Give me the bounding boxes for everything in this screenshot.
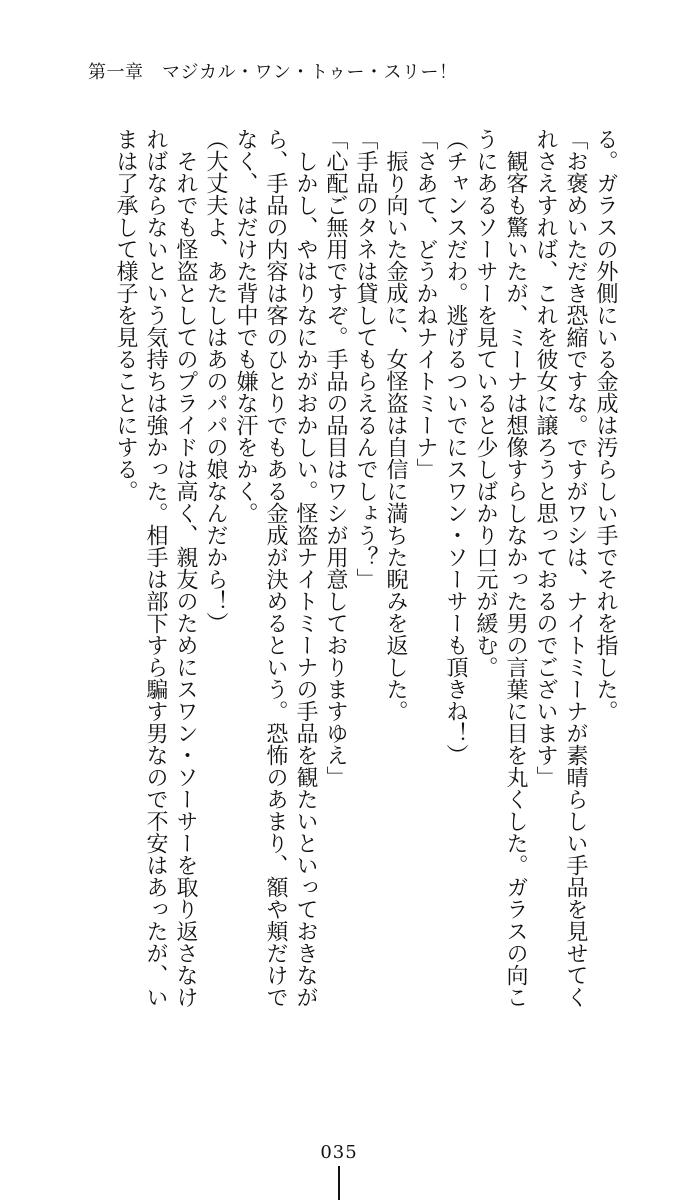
chapter-title: 第一章 マジカル・ワン・トゥー・スリー！ xyxy=(88,62,458,83)
text-line: ら、手品の内容は客のひとりでもある金成が決めるという。恐怖のあまり、額や頬だけで xyxy=(263,128,288,1008)
body-text xyxy=(40,128,620,1078)
text-line: 振り向いた金成に、女怪盗は自信に満ちた睨みを返した。 xyxy=(383,128,408,722)
page-number-rule xyxy=(338,1166,340,1200)
text-line: うにあるソーサーを見ていると少しばかり口元が緩む。 xyxy=(473,128,498,678)
text-line: 「お褒めいただき恐縮ですな。ですがワシは、ナイトミーナが素晴らしい手品を見せてく xyxy=(563,128,588,1008)
page-number: 035 xyxy=(320,1142,358,1163)
text-line: る。ガラスの外側にいる金成は汚らしい手でそれを指した。 xyxy=(593,128,618,722)
text-line: それでも怪盗としてのプライドは高く、親友のためにスワン・ソーサーを取り返さなけ xyxy=(173,128,198,1008)
text-line: れさえすれば、これを彼女に譲ろうと思っておるのでございます」 xyxy=(533,128,558,788)
text-line: 「さあて、どうかねナイトミーナ」 xyxy=(413,128,438,480)
text-line: 「手品のタネは貸してもらえるんでしょう？」 xyxy=(353,128,378,590)
text-line: 観客も驚いたが、ミーナは想像すらしなかった男の言葉に目を丸くした。ガラスの向こ xyxy=(503,128,528,1008)
text-line: （大丈夫よ、あたしはあのパパの娘なんだから！） xyxy=(203,128,228,634)
text-line: 「心配ご無用ですぞ。手品の品目はワシが用意しておりますゆえ」 xyxy=(323,128,348,788)
text-line: なく、はだけた背中でも嫌な汗をかく。 xyxy=(233,128,258,524)
text-line: （チャンスだわ。逃げるついでにスワン・ソーサーも頂きね！） xyxy=(443,128,468,766)
text-line: しかし、やはりなにかがおかしい。怪盗ナイトミーナの手品を観たいといっておきなが xyxy=(293,128,318,1008)
text-line: ればならないという気持ちは強かった。相手は部下すら騙す男なので不安はあったが、い xyxy=(143,128,168,1008)
text-line: まは了承して様子を見ることにする。 xyxy=(113,128,138,502)
